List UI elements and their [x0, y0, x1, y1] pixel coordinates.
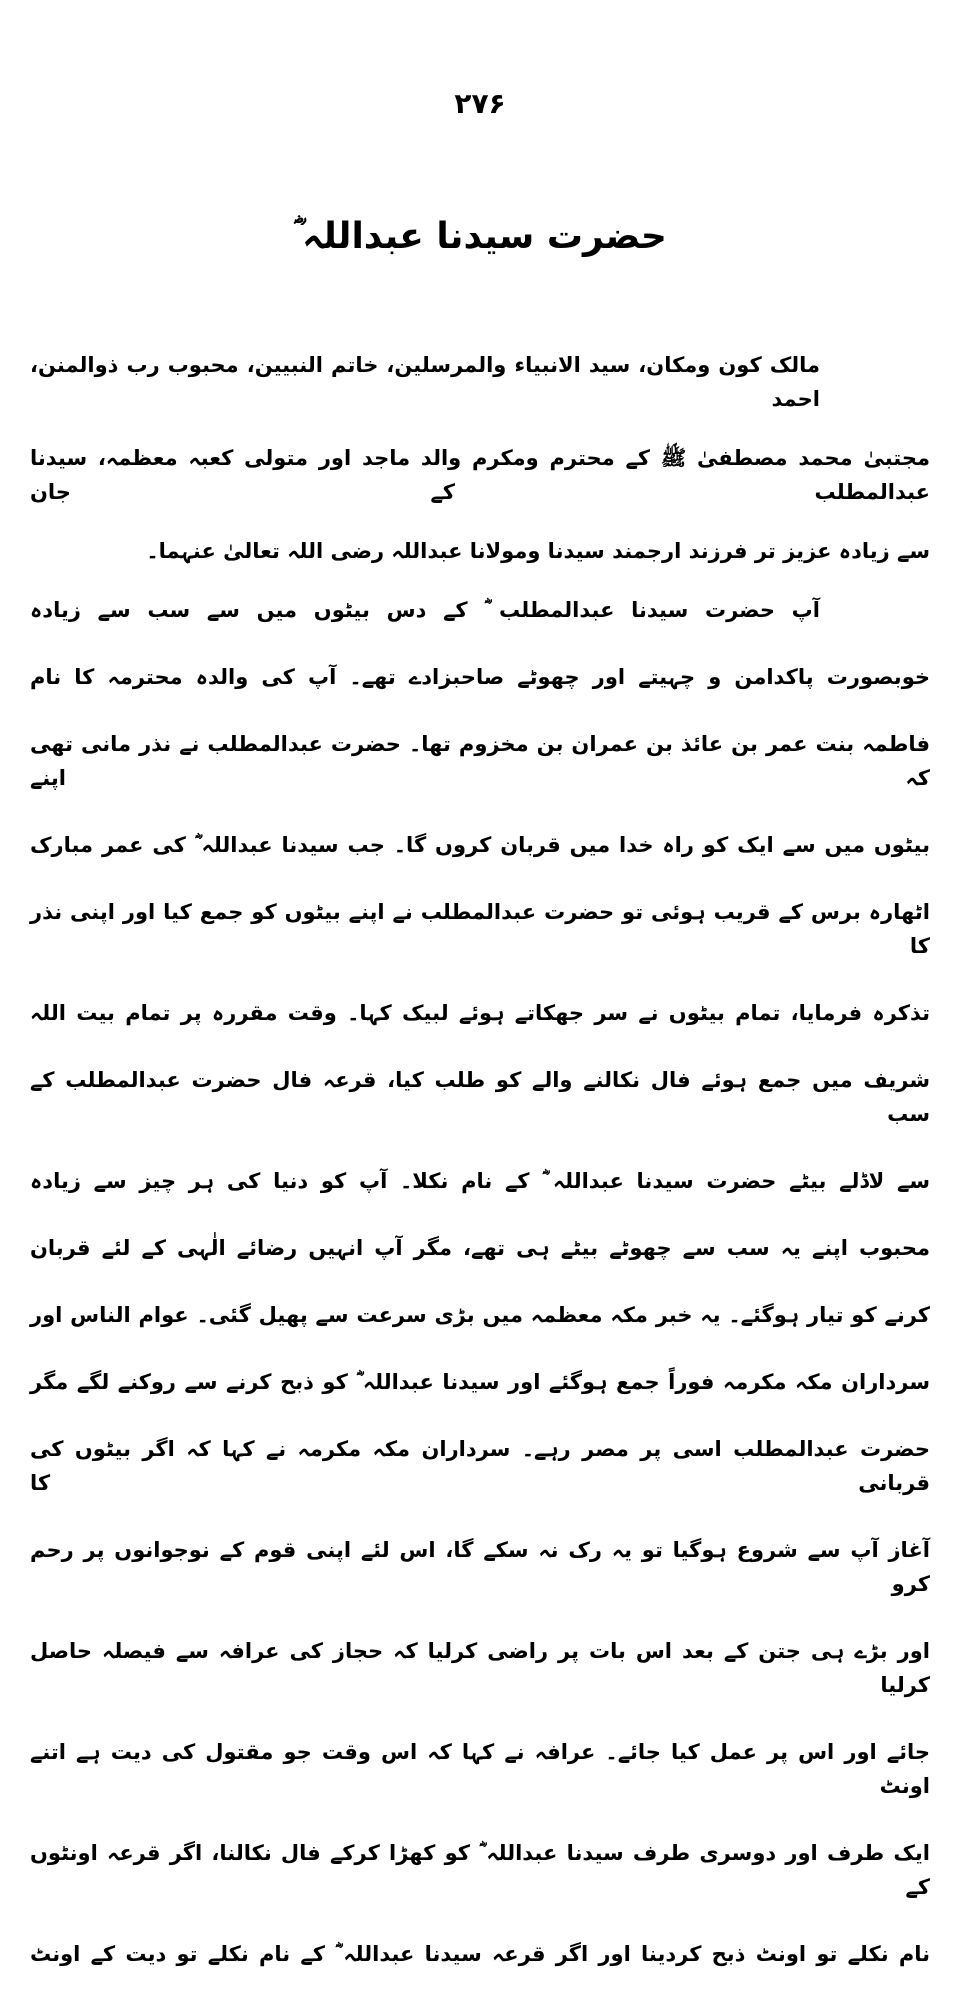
chapter-title: حضرت سیدنا عبداللہ ؓ	[293, 216, 667, 257]
body-text	[30, 348, 930, 1971]
text-line: آپ حضرت سیدنا عبدالمطلب ؓ کے دس بیٹوں میں سے سب سے زیادہ	[30, 598, 820, 622]
text-line: اٹھارہ برس کے قریب ہوئی تو حضرت عبدالمطلب نے اپنے بیٹوں کو جمع کیا اور اپنی نذر کا	[30, 900, 930, 958]
text-line: سے لاڈلے بیٹے حضرت سیدنا عبداللہ ؓ کے نام نکلا۔ آپ کو دنیا کی ہر چیز سے زیادہ	[30, 1169, 930, 1193]
paragraph	[30, 593, 930, 1971]
text-line: نام نکلے تو اونٹ ذبح کردینا اور اگر قرعہ سیدنا عبداللہ ؓ کے نام نکلے تو دیت کے اونٹ	[30, 1942, 930, 1966]
text-line: فاطمہ بنت عمر بن عائذ بن عمران بن مخزوم تھا۔ حضرت عبدالمطلب نے نذر مانی تھی کہ اپنے	[30, 732, 930, 790]
text-line: سرداران مکہ مکرمہ فوراً جمع ہوگئے اور سیدنا عبداللہ ؓ کو ذبح کرنے سے روکنے لگے مگر	[30, 1370, 930, 1394]
text-line: کرنے کو تیار ہوگئے۔ یہ خبر مکہ معظمہ میں بڑی سرعت سے پھیل گئی۔ عوام الناس اور	[30, 1303, 930, 1327]
page-number: ۲۷۶	[454, 87, 506, 120]
paragraph	[30, 348, 930, 568]
text-line: جائے اور اس پر عمل کیا جائے۔ عرافہ نے کہا کہ اس وقت جو مقتول کی دیت ہے اتنے اونٹ	[30, 1740, 930, 1798]
text-line: شریف میں جمع ہوئے فال نکالنے والے کو طلب کیا، قرعہ فال حضرت عبدالمطلب کے سب	[30, 1068, 930, 1126]
text-line: مجتبیٰ محمد مصطفیٰ ﷺ کے محترم ومکرم والد ماجد اور متولی کعبہ معظمہ، سیدنا عبدالمطلب کے جان	[30, 446, 930, 504]
text-line: ایک طرف اور دوسری طرف سیدنا عبداللہ ؓ کو کھڑا کرکے فال نکالنا، اگر قرعہ اونٹوں کے	[30, 1841, 930, 1899]
text-line: آغاز آپ سے شروع ہوگیا تو یہ رک نہ سکے گا، اس لئے اپنی قوم کے نوجوانوں پر رحم کرو	[30, 1538, 930, 1596]
text-line: مالک کون ومکان، سید الانبیاء والمرسلین، خاتم النبیین، محبوب رب ذوالمنن، احمد	[30, 353, 820, 411]
text-line: خوبصورت پاکدامن و چہیتے اور چھوٹے صاحبزادے تھے۔ آپ کی والدہ محترمہ کا نام	[30, 665, 930, 689]
text-line: بیٹوں میں سے ایک کو راہ خدا میں قربان کروں گا۔ جب سیدنا عبداللہ ؓ کی عمر مبارک	[30, 833, 930, 857]
text-line: محبوب اپنے یہ سب سے چھوٹے بیٹے ہی تھے، مگر آپ انہیں رضائے الٰہی کے لئے قربان	[30, 1236, 930, 1260]
text-line: سے زیادہ عزیز تر فرزند ارجمند سیدنا ومولانا عبداللہ رضی اللہ تعالیٰ عنہما۔	[146, 539, 930, 563]
text-line: حضرت عبدالمطلب اسی پر مصر رہے۔ سرداران مکہ مکرمہ نے کہا کہ اگر بیٹوں کی قربانی کا	[30, 1437, 930, 1495]
text-line: تذکرہ فرمایا، تمام بیٹوں نے سر جھکاتے ہوئے لبیک کہا۔ وقت مقررہ پر تمام بیت اللہ	[30, 1001, 930, 1025]
text-line: اور بڑے ہی جتن کے بعد اس بات پر راضی کرلیا کہ حجاز کی عرافہ سے فیصلہ حاصل کرلیا	[30, 1639, 930, 1697]
